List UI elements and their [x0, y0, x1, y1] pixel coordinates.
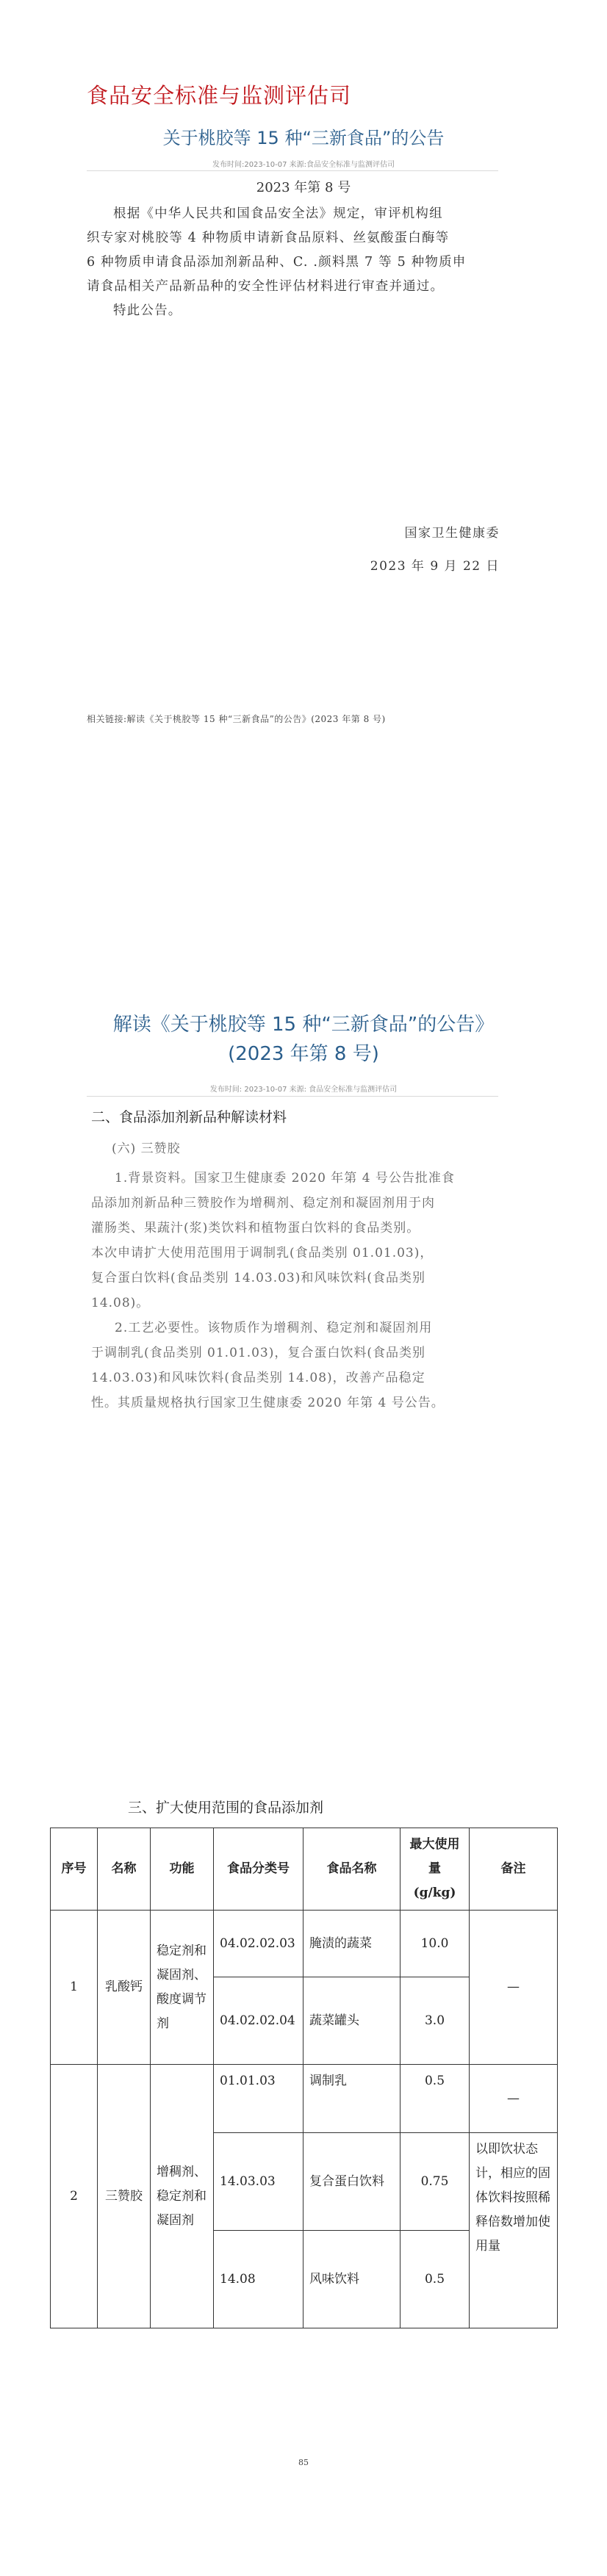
header-function: 功能 — [151, 1828, 214, 1911]
row1-item2-food: 蔬菜罐头 — [304, 1977, 401, 2065]
row1-remark: — — [470, 1911, 558, 2065]
notice-date: 2023 年 9 月 22 日 — [370, 559, 500, 574]
table-row — [51, 1911, 558, 1977]
header-food-name: 食品名称 — [304, 1828, 401, 1911]
row2-item3-food: 风味饮料 — [304, 2231, 401, 2328]
row2-item2-usage: 0.75 — [401, 2133, 470, 2231]
notice-line-1: 根据《中华人民共和国食品安全法》规定，审评机构组 — [113, 206, 443, 221]
row1-item1-usage: 10.0 — [401, 1911, 470, 1977]
notice-meta: 发布时间:2023-10-07 来源:食品安全标准与监测评估司 — [212, 161, 395, 169]
table-title: 三、扩大使用范围的食品添加剂 — [128, 1800, 324, 1816]
row2-item2-food: 复合蛋白饮料 — [304, 2133, 401, 2231]
para2-line-2: 于调制乳(食品类别 01.01.03)，复合蛋白饮料(食品类别 — [91, 1346, 426, 1360]
notice-line-4: 请食品相关产品新品种的安全性评估材料进行审查并通过。 — [87, 279, 445, 294]
table-row — [51, 2065, 558, 2133]
row2-item3-category: 14.08 — [214, 2231, 304, 2328]
row2-item1-remark: — — [470, 2065, 558, 2133]
header-name: 名称 — [98, 1828, 151, 1911]
row1-name: 乳酸钙 — [98, 1911, 151, 2065]
interpretation-title-line2: (2023 年第 8 号) — [228, 1043, 379, 1065]
header-max-usage: 最大使用量 (g/kg) — [401, 1828, 470, 1911]
para1-line-3: 灌肠类、果蔬汁(浆)类饮料和植物蛋白饮料的食品类别。 — [91, 1221, 420, 1235]
row1-item1-category: 04.02.02.03 — [214, 1911, 304, 1977]
row2-item2-remark: 以即饮状态计，相应的固体饮料按照稀释倍数增加使用量 — [470, 2133, 558, 2328]
para1-line-1: 1.背景资料。国家卫生健康委 2020 年第 4 号公告批准食 — [115, 1171, 455, 1186]
row1-item2-category: 04.02.02.04 — [214, 1977, 304, 2065]
para2-line-4: 性。其质量规格执行国家卫生健康委 2020 年第 4 号公告。 — [91, 1396, 445, 1410]
interpretation-divider — [87, 1096, 498, 1097]
notice-closing: 特此公告。 — [113, 303, 182, 318]
row2-item1-food: 调制乳 — [304, 2065, 401, 2133]
notice-line-3: 6 种物质申请食品添加剂新品种、C. .颜料黑 7 等 5 种物质申 — [87, 255, 467, 270]
para1-line-2: 品添加剂新品种三赞胶作为增稠剂、稳定剂和凝固剂用于肉 — [91, 1196, 435, 1211]
interpretation-title-line1: 解读《关于桃胶等 15 种“三新食品”的公告》 — [112, 1014, 495, 1036]
row2-no: 2 — [51, 2065, 98, 2328]
row1-no: 1 — [51, 1911, 98, 2065]
header-category-no: 食品分类号 — [214, 1828, 304, 1911]
para1-line-4: 本次申请扩大使用范围用于调制乳(食品类别 01.01.03)， — [91, 1246, 434, 1260]
header-no: 序号 — [51, 1828, 98, 1911]
header-remark: 备注 — [470, 1828, 558, 1911]
section-heading: 二、食品添加剂新品种解读材料 — [91, 1109, 287, 1125]
row2-item2-category: 14.03.03 — [214, 2133, 304, 2231]
notice-divider — [87, 170, 498, 171]
notice-line-2: 织专家对桃胶等 4 种物质申请新食品原料、丝氨酸蛋白酶等 — [87, 231, 450, 245]
para2-line-3: 14.03.03)和风味饮料(食品类别 14.08)，改善产品稳定 — [91, 1371, 425, 1385]
table-header-row — [51, 1828, 558, 1911]
related-link[interactable]: 相关链接:解读《关于桃胶等 15 种“三新食品”的公告》(2023 年第 8 号) — [87, 714, 386, 724]
page-number: 85 — [298, 2458, 309, 2467]
notice-body — [87, 202, 513, 323]
notice-number: 2023 年第 8 号 — [256, 180, 351, 195]
org-title: 食品安全标准与监测评估司 — [87, 83, 352, 108]
paragraph-background — [91, 1166, 517, 1415]
row2-item1-category: 01.01.03 — [214, 2065, 304, 2133]
para1-line-5: 复合蛋白饮料(食品类别 14.03.03)和风味饮料(食品类别 — [91, 1271, 426, 1285]
notice-title: 关于桃胶等 15 种“三新食品”的公告 — [162, 128, 445, 148]
row2-item1-usage: 0.5 — [401, 2065, 470, 2133]
row1-item1-food: 腌渍的蔬菜 — [304, 1911, 401, 1977]
interpretation-meta: 发布时间: 2023-10-07 来源: 食品安全标准与监测评估司 — [209, 1086, 398, 1094]
row1-item2-usage: 3.0 — [401, 1977, 470, 2065]
notice-signature: 国家卫生健康委 — [404, 526, 500, 541]
row2-item3-usage: 0.5 — [401, 2231, 470, 2328]
para2-line-1: 2.工艺必要性。该物质作为增稠剂、稳定剂和凝固剂用 — [115, 1321, 433, 1335]
para1-line-6: 14.08)。 — [91, 1296, 150, 1310]
row2-function: 增稠剂、稳定剂和凝固剂 — [151, 2065, 214, 2328]
row2-name: 三赞胶 — [98, 2065, 151, 2328]
subsection-heading: (六) 三赞胶 — [112, 1141, 181, 1156]
additive-table — [50, 1828, 558, 2328]
row1-function: 稳定剂和凝固剂、酸度调节剂 — [151, 1911, 214, 2065]
